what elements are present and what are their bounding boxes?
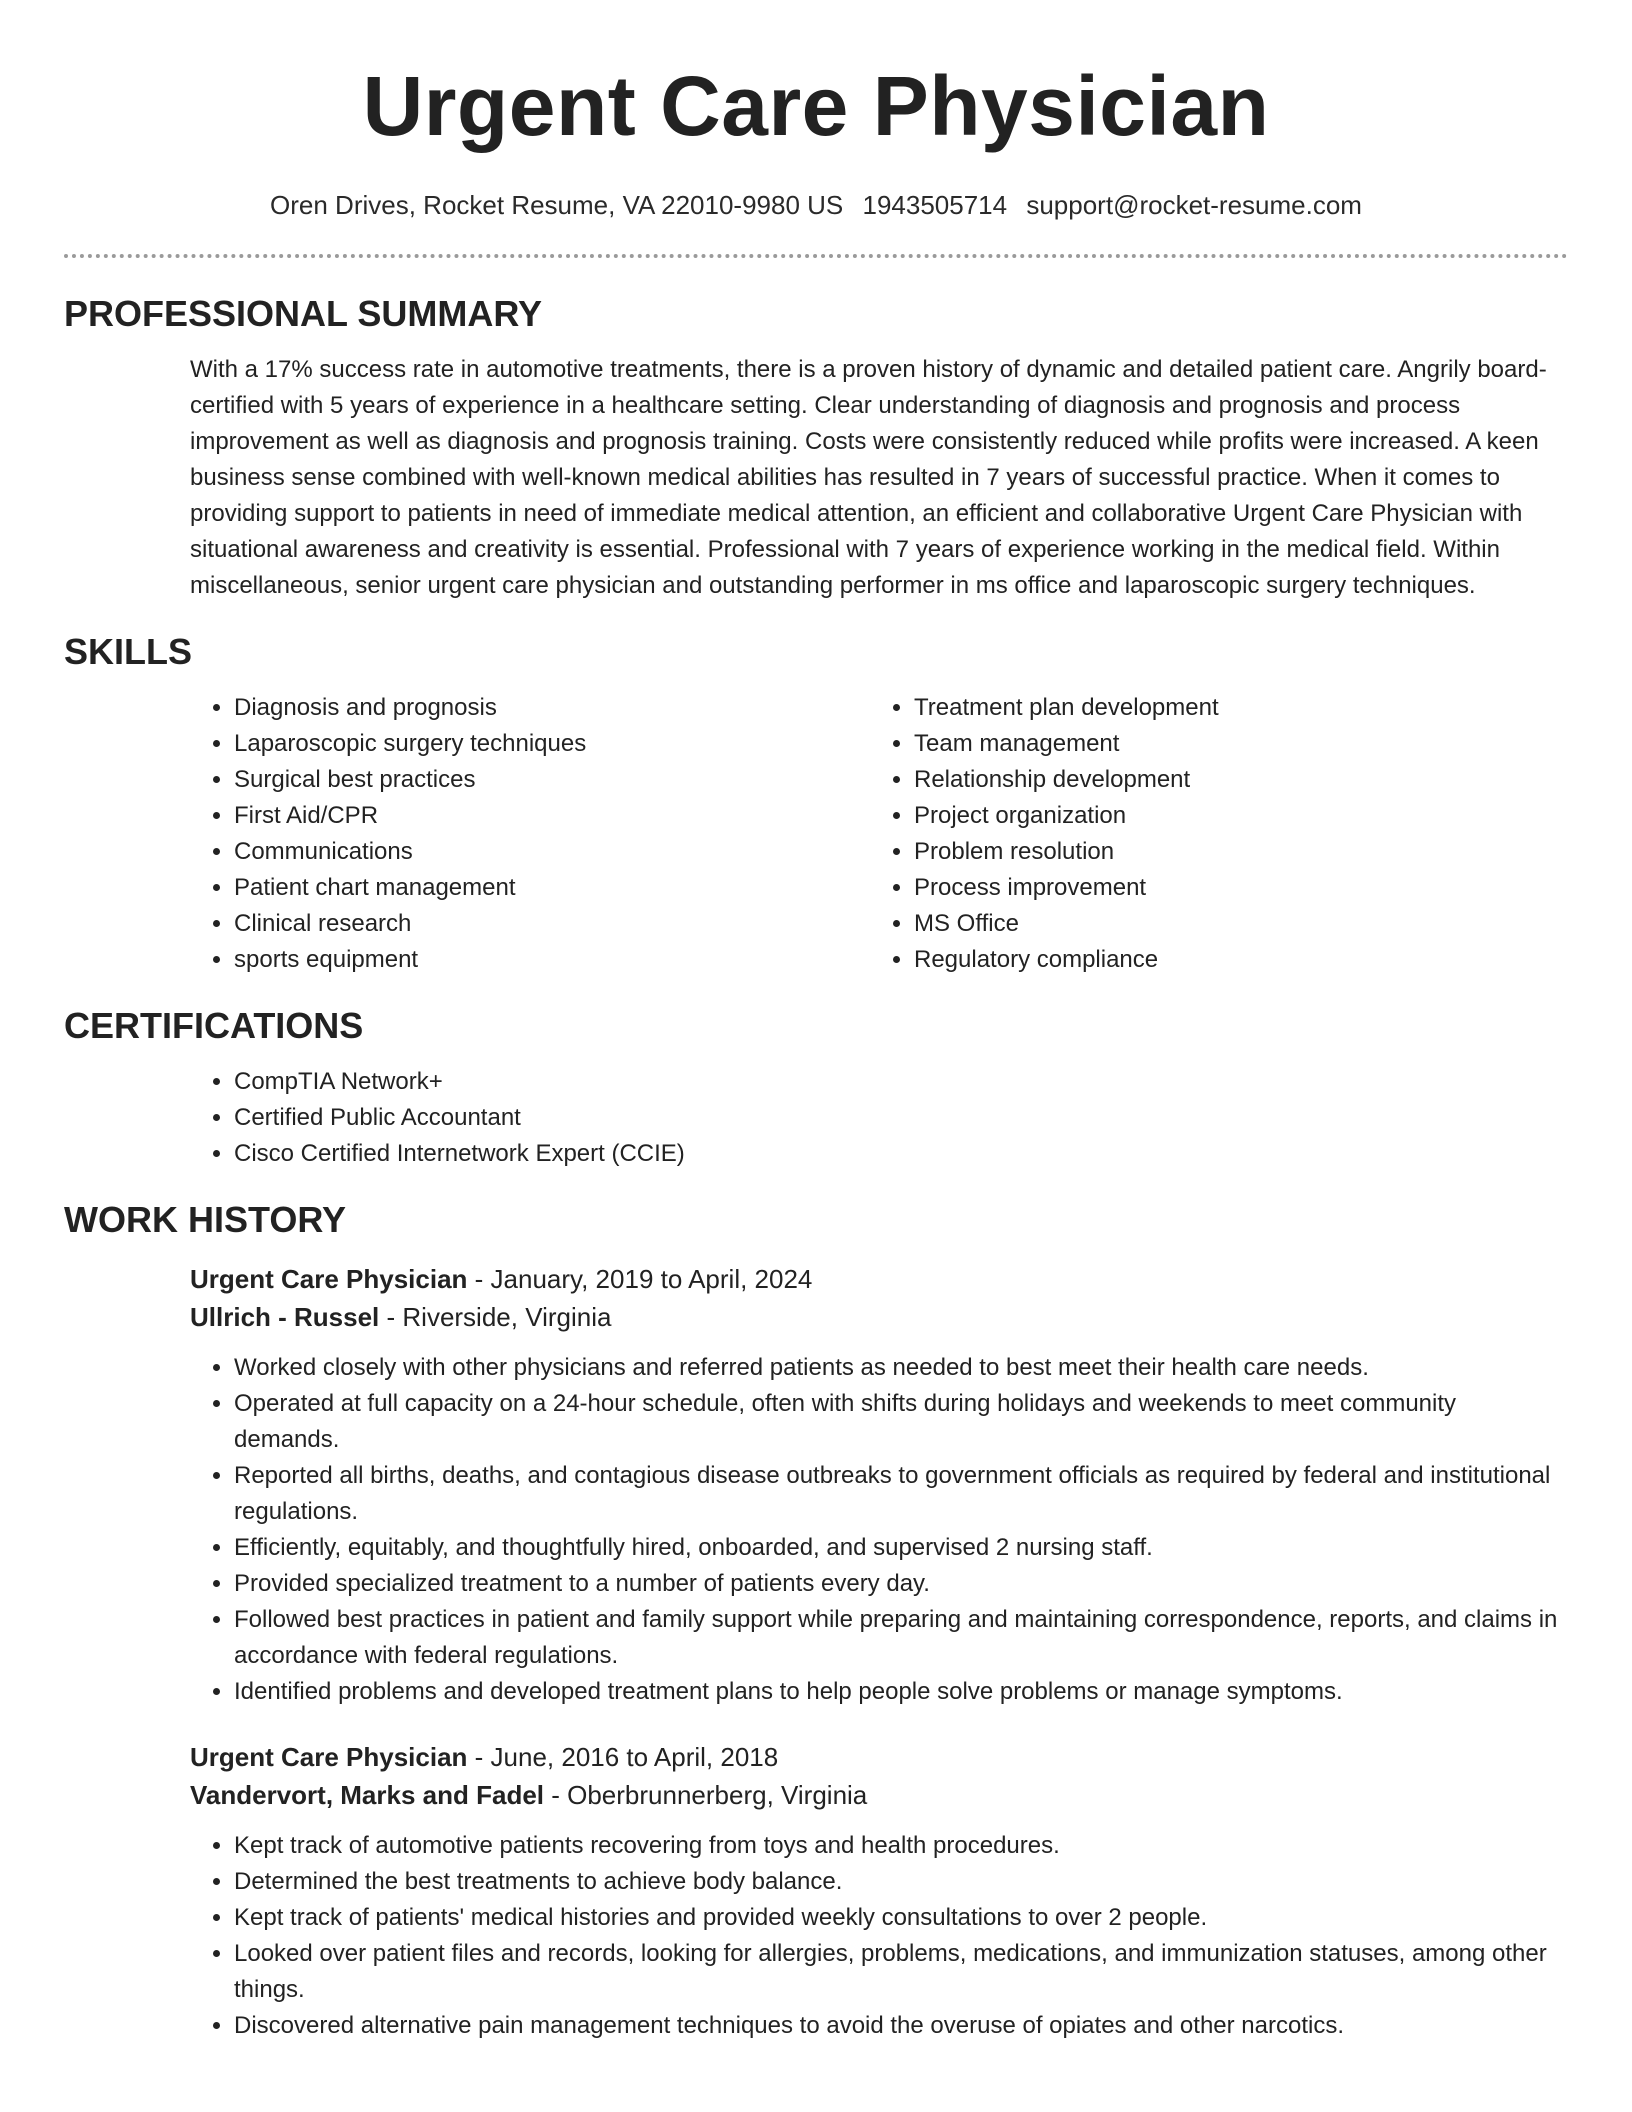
job-duties-list bbox=[190, 1828, 1568, 2044]
job-duty-item: • Kept track of patients' medical histories and provided weekly consultations to over 2 people. bbox=[234, 1900, 1568, 1936]
summary-section bbox=[0, 292, 1632, 604]
skill-item: • Project organization bbox=[914, 798, 1550, 834]
contact-address: Oren Drives, Rocket Resume, VA 22010-9980 US bbox=[270, 190, 844, 220]
job-location: - Oberbrunnerberg, Virginia bbox=[544, 1780, 868, 1810]
skill-item: • Diagnosis and prognosis bbox=[234, 690, 870, 726]
skill-item: • MS Office bbox=[914, 906, 1550, 942]
job-duty-item: • Kept track of automotive patients recovering from toys and health procedures. bbox=[234, 1828, 1568, 1864]
resume-header bbox=[0, 0, 1632, 222]
job-duty-item: • Worked closely with other physicians and referred patients as needed to best meet their health care needs. bbox=[234, 1350, 1568, 1386]
skill-item: • Surgical best practices bbox=[234, 762, 870, 798]
job-dates: - January, 2019 to April, 2024 bbox=[467, 1264, 813, 1294]
job-duty-item: • Discovered alternative pain management techniques to avoid the overuse of opiates and other narcotics. bbox=[234, 2008, 1568, 2044]
job-duties-list bbox=[190, 1350, 1568, 1710]
job-company-line bbox=[190, 1776, 1568, 1814]
contact-line bbox=[0, 188, 1632, 222]
skill-item: • Patient chart management bbox=[234, 870, 870, 906]
skill-item: • Relationship development bbox=[914, 762, 1550, 798]
summary-body bbox=[64, 352, 1568, 604]
job-company-line bbox=[190, 1298, 1568, 1336]
job-duty-item: • Followed best practices in patient and family support while preparing and maintaining correspondence, reports, and claims in accordance with federal regulations. bbox=[234, 1602, 1568, 1674]
work-history-section bbox=[0, 1198, 1632, 2044]
skills-column-right bbox=[870, 690, 1550, 978]
certification-item: • Cisco Certified Internetwork Expert (CCIE) bbox=[234, 1136, 1568, 1172]
certification-item: • Certified Public Accountant bbox=[234, 1100, 1568, 1136]
skills-grid bbox=[64, 690, 1568, 978]
job-duty-item: • Provided specialized treatment to a number of patients every day. bbox=[234, 1566, 1568, 1602]
job-entry bbox=[64, 1738, 1568, 2044]
skills-heading: SKILLS bbox=[64, 631, 193, 672]
certifications-section bbox=[0, 1004, 1632, 1172]
skill-item: • Problem resolution bbox=[914, 834, 1550, 870]
skill-item: • Treatment plan development bbox=[914, 690, 1550, 726]
job-dates: - June, 2016 to April, 2018 bbox=[467, 1742, 779, 1772]
skill-item: • Team management bbox=[914, 726, 1550, 762]
contact-email: support@rocket-resume.com bbox=[1026, 190, 1362, 220]
skill-item: • sports equipment bbox=[234, 942, 870, 978]
job-duty-item: • Identified problems and developed treatment plans to help people solve problems or manage symptoms. bbox=[234, 1674, 1568, 1710]
job-title: Urgent Care Physician bbox=[190, 1264, 468, 1294]
job-company: Vandervort, Marks and Fadel bbox=[190, 1780, 545, 1810]
summary-text: With a 17% success rate in automotive treatments, there is a proven history of dynamic and detailed patient care. Angrily board-certified with 5 years of experience in a healthcare setting. Clear understanding of diagnosis and prognosis and process improvement as well as diagnosis and prognosis training. Costs were consistently reduced while profits were increased. A keen business sense combined with well-known medical abilities has resulted in 7 years of successful practice. When it comes to providing support to patients in need of immediate medical attention, an efficient and collaborative Urgent Care Physician with situational awareness and creativity is essential. Professional with 7 years of experience working in the medical field. Within miscellaneous, senior urgent care physician and outstanding performer in ms office and laparoscopic surgery techniques. bbox=[190, 356, 1547, 599]
job-duty-item: • Operated at full capacity on a 24-hour schedule, often with shifts during holidays and weekends to meet community demands. bbox=[234, 1386, 1568, 1458]
skills-list-right bbox=[870, 690, 1550, 978]
skill-item: • Communications bbox=[234, 834, 870, 870]
skill-item: • Regulatory compliance bbox=[914, 942, 1550, 978]
certifications-list bbox=[190, 1064, 1568, 1172]
skill-item: • Process improvement bbox=[914, 870, 1550, 906]
header-divider bbox=[64, 254, 1568, 258]
skill-item: • Laparoscopic surgery techniques bbox=[234, 726, 870, 762]
candidate-name: Urgent Care Physician bbox=[362, 59, 1270, 153]
certifications-heading: CERTIFICATIONS bbox=[64, 1005, 364, 1046]
skills-column-left bbox=[190, 690, 870, 978]
job-company: Ullrich - Russel bbox=[190, 1302, 380, 1332]
job-entry bbox=[64, 1260, 1568, 1710]
skills-section bbox=[0, 630, 1632, 978]
work-history-heading: WORK HISTORY bbox=[64, 1199, 347, 1240]
skills-list-left bbox=[190, 690, 870, 978]
skill-item: • Clinical research bbox=[234, 906, 870, 942]
contact-phone: 1943505714 bbox=[862, 190, 1008, 220]
job-title-line bbox=[190, 1738, 1568, 1776]
job-title-line bbox=[190, 1260, 1568, 1298]
job-location: - Riverside, Virginia bbox=[379, 1302, 612, 1332]
skill-item: • First Aid/CPR bbox=[234, 798, 870, 834]
job-duty-item: • Looked over patient files and records, looking for allergies, problems, medications, and immunization statuses, among other things. bbox=[234, 1936, 1568, 2008]
job-duty-item: • Reported all births, deaths, and contagious disease outbreaks to government officials as required by federal and institutional regulations. bbox=[234, 1458, 1568, 1530]
summary-heading: PROFESSIONAL SUMMARY bbox=[64, 293, 543, 334]
certifications-body bbox=[64, 1064, 1568, 1172]
certification-item: • CompTIA Network+ bbox=[234, 1064, 1568, 1100]
job-duty-item: • Efficiently, equitably, and thoughtfully hired, onboarded, and supervised 2 nursing staff. bbox=[234, 1530, 1568, 1566]
job-title: Urgent Care Physician bbox=[190, 1742, 468, 1772]
job-duty-item: • Determined the best treatments to achieve body balance. bbox=[234, 1864, 1568, 1900]
